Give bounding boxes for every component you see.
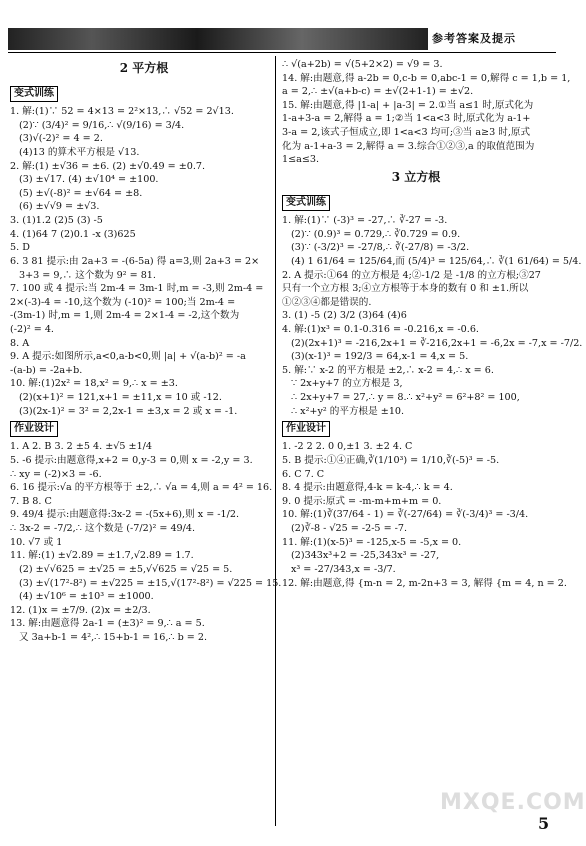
answer-line: 10. 解:(1)∛(37/64 - 1) = ∛(-27/64) = ∛(-3/4)³ = -3/4.: [282, 509, 529, 521]
answer-line: 5. B 提示:①④正确,∛(1/10³) = 1/10,∛(-5)³ = -5.: [282, 455, 500, 467]
section-label-box: 作业设计: [10, 421, 58, 437]
answer-line: (4) 1 61/64 = 125/64,而 (5/4)³ = 125/64,∴ ∛(1 61/64) = 5/4.: [291, 255, 582, 267]
answer-line: 3. (1)1.2 (2)5 (3) -5: [10, 215, 103, 227]
page-number: 5: [538, 814, 550, 833]
answer-line: ∵ 2x+y+7 的立方根是 3,: [291, 378, 403, 390]
answer-line: (2)(x+1)² = 121,x+1 = ±11,x = 10 或 -12.: [19, 392, 222, 404]
section-label-box: 变式训练: [10, 86, 58, 102]
answer-line: (-2)² = 4.: [10, 323, 54, 335]
answer-line: 1. -2 2 2. 0 0,±1 3. ±2 4. C: [282, 441, 413, 453]
answer-line: (3)∵ (-3/2)³ = -27/8,∴ ∛(-27/8) = -3/2.: [291, 242, 470, 254]
answer-line: 2×(-3)-4 = -10,这个数为 (-10)² = 100;当 2m-4 =: [10, 296, 236, 308]
answer-line: (3)√(-2)² = 4 = 2.: [19, 133, 103, 145]
answer-line: (3) ±√17. (4) ±√10⁴ = ±100.: [19, 174, 159, 186]
answer-line: (2)343x³+2 = -25,343x³ = -27,: [291, 550, 440, 562]
answer-line: 5. 解:∵ x-2 的平方根是 ±2,∴ x-2 = 4,∴ x = 6.: [282, 364, 494, 376]
answer-line: x³ = -27/343,x = -3/7.: [291, 563, 396, 575]
watermark: MXQE.COM: [440, 790, 586, 815]
answer-line: 3+3 = 9,∴ 这个数为 9² = 81.: [19, 269, 156, 281]
answer-line: 2. A 提示:①64 的立方根是 4;②-1/2 是 -1/8 的立方根;③27: [282, 269, 541, 281]
answer-line: (2)(2x+1)³ = -216,2x+1 = ∛-216,2x+1 = -6,2x = -7,x = -7/2.: [291, 337, 583, 349]
answer-line: (4) ±√10⁶ = ±10³ = ±1000.: [19, 591, 154, 603]
section-label-box: 变式训练: [282, 195, 330, 211]
answer-line: 11. 解:(1) ±√2.89 = ±1.7,√2.89 = 1.7.: [10, 550, 194, 562]
answer-line: 6. C 7. C: [282, 468, 325, 480]
header-rule: [8, 52, 556, 53]
answer-line: 5. D: [10, 242, 30, 254]
answer-line: (2)∵ (0.9)³ = 0.729,∴ ∛0.729 = 0.9.: [291, 228, 461, 240]
answer-line: ∴ x²+y² 的平方根是 ±10.: [291, 405, 405, 417]
answer-line: ∴ xy = (-2)×3 = -6.: [10, 468, 102, 480]
answer-line: 7. B 8. C: [10, 495, 52, 507]
answer-line: 3. (1) -5 (2) 3/2 (3)64 (4)6: [282, 310, 407, 322]
answer-line: 12. (1)x = ±7/9. (2)x = ±2/3.: [10, 604, 151, 616]
answer-line: 又 3a+b-1 = 4²,∴ 15+b-1 = 16,∴ b = 2.: [19, 631, 207, 643]
answer-line: (2)∛-8 - √25 = -2-5 = -7.: [291, 523, 408, 535]
right-column: [282, 58, 583, 590]
answer-line: (6) ±√√9 = ±√3.: [19, 201, 100, 213]
answer-line: 只有一个立方根 3;④立方根等于本身的数有 0 和 ±1.所以: [282, 283, 529, 295]
answer-line: 7. 100 或 4 提示:当 2m-4 = 3m-1 时,m = -3,则 2m-4 =: [10, 283, 264, 295]
answer-line: ∴ √(a+2b) = √(5+2×2) = √9 = 3.: [282, 59, 443, 70]
left-column: [10, 58, 282, 645]
section-label-box: 作业设计: [282, 421, 330, 437]
answer-line: -(a-b) = -2a+b.: [10, 364, 83, 376]
answer-line: 1. A 2. B 3. 2 ±5 4. ±√5 ±1/4: [10, 441, 153, 453]
page-header: [0, 0, 563, 52]
answer-line: 6. 3 81 提示:由 2a+3 = -(6-5a) 得 a=3,则 2a+3 = 2×: [10, 255, 260, 267]
answer-line: 10. √7 或 1: [10, 536, 63, 548]
answer-line: ∴ 3x-2 = -7/2,∴ 这个数是 (-7/2)² = 49/4.: [10, 523, 196, 535]
section-title: 2 平方根: [119, 61, 169, 75]
answer-line: (4)13 的算术平方根是 √13.: [19, 147, 140, 159]
answer-line: 9. A 提示:如图所示,a<0,a-b<0,则 |a| + √(a-b)² = -a: [10, 351, 246, 363]
answer-line: 4. 解:(1)x³ = 0.1-0.316 = -0.216,x = -0.6.: [282, 323, 479, 335]
answer-line: 1. 解:(1)∵ (-3)³ = -27,∴ ∛-27 = -3.: [282, 215, 448, 227]
header-decoration: [8, 28, 428, 50]
answer-line: 11. 解:(1)(x-5)³ = -125,x-5 = -5,x = 0.: [282, 536, 462, 548]
answer-line: 6. 16 提示:√a 的平方根等于 ±2,∴ √a = 4,则 a = 4² = 16.: [10, 482, 273, 494]
answer-line: (2) ±√√625 = ±√25 = ±5,√√625 = √25 = 5.: [19, 563, 233, 575]
answer-line: 3-a = 2,该式子恒成立,即 1<a<3 均可;③当 a≥3 时,原式: [282, 127, 531, 139]
answer-line: 8. A: [10, 337, 30, 349]
answer-line: (5) ±√(-8)² = ±√64 = ±8.: [19, 187, 143, 199]
header-title: 参考答案及提示: [432, 32, 516, 45]
answer-line: 1. 解:(1)∵ 52 = 4×13 = 2²×13,∴ √52 = 2√13.: [10, 106, 234, 118]
answer-line: 13. 解:由题意得 2a-1 = (±3)² = 9,∴ a = 5.: [10, 618, 205, 630]
answer-line: ①②③④都是错误的.: [282, 296, 372, 308]
section-title: 3 立方根: [391, 169, 441, 184]
answer-line: 9. 0 提示:原式 = -m-m+m+m = 0.: [282, 495, 442, 507]
answer-line: 1-a+3-a = 2,解得 a = 1;②当 1<a<3 时,原式化为 a-1+: [282, 113, 531, 125]
answer-line: 5. -6 提示:由题意得,x+2 = 0,y-3 = 0,则 x = -2,y = 3.: [10, 455, 253, 467]
answer-line: 14. 解:由题意,得 a-2b = 0,c-b = 0,abc-1 = 0,解得 c = 1,b = 1,: [282, 72, 571, 84]
answer-line: -(3m-1) 时,m = 1,则 2m-4 = 2×1-4 = -2,这个数为: [10, 310, 240, 322]
answer-line: 8. 4 提示:由题意得,4-k = k-4,∴ k = 4.: [282, 482, 453, 494]
answer-line: 1≤a≤3.: [282, 154, 320, 166]
answer-line: 15. 解:由题意,得 |1-a| + |a-3| = 2.①当 a≤1 时,原式化为: [282, 99, 534, 111]
answer-line: 化为 a-1+a-3 = 2,解得 a = 3.综合①②③,a 的取值范围为: [282, 140, 535, 152]
answer-line: (3)(2x-1)² = 3² = 2,2x-1 = ±3,x = 2 或 x = -1.: [19, 405, 238, 417]
answer-line: 4. (1)64 7 (2)0.1 -x (3)625: [10, 228, 136, 240]
answer-line: 12. 解:由题意,得 {m-n = 2, m-2n+3 = 3, 解得 {m = 4, n = 2.: [282, 577, 567, 589]
answer-line: (3)(x-1)³ = 192/3 = 64,x-1 = 4,x = 5.: [291, 351, 469, 363]
answer-line: (2)∵ (3/4)² = 9/16,∴ √(9/16) = 3/4.: [19, 119, 185, 131]
answer-line: 2. 解:(1) ±√36 = ±6. (2) ±√0.49 = ±0.7.: [10, 160, 206, 172]
answer-line: 9. 49/4 提示:由题意得:3x-2 = -(5x+6),则 x = -1/2.: [10, 509, 240, 521]
answer-line: 10. 解:(1)2x² = 18,x² = 9,∴ x = ±3.: [10, 378, 178, 390]
answer-line: (3) ±√(17²-8²) = ±√225 = ±15,√(17²-8²) = √225 = 15.: [19, 577, 282, 589]
answer-line: ∴ 2x+y+7 = 27,∴ y = 8.∴ x²+y² = 6²+8² = 100,: [291, 392, 520, 404]
answer-line: a = 2,∴ ±√(a+b-c) = ±√(2+1-1) = ±√2.: [282, 86, 474, 98]
